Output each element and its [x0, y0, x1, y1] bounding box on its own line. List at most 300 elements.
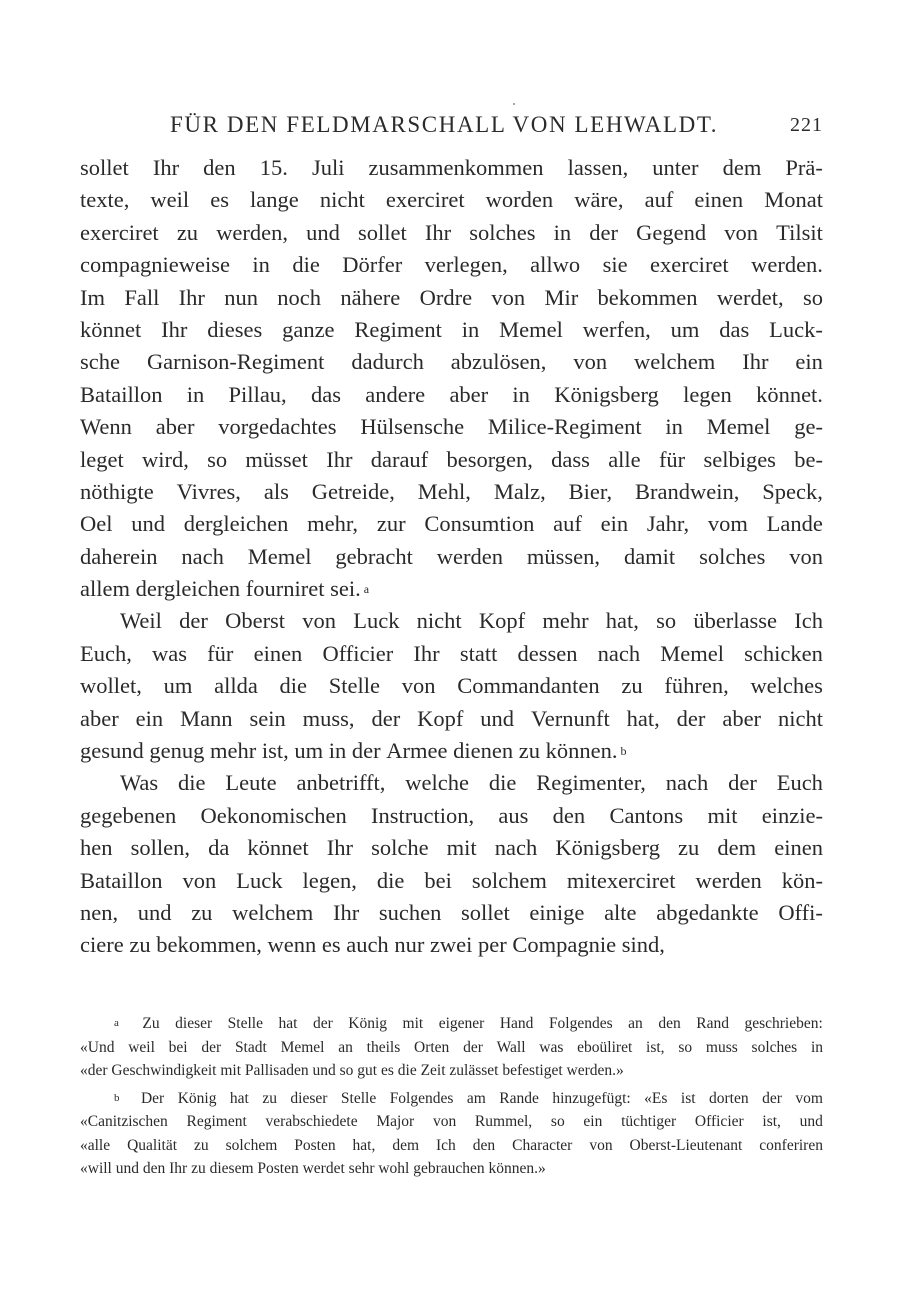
word: abzulösen, — [450, 349, 547, 375]
text-line — [80, 832, 823, 864]
word: welches — [750, 673, 823, 699]
word: eigener — [438, 1015, 485, 1032]
text-line — [80, 735, 823, 767]
word: Ihr — [152, 155, 180, 180]
word: werdet — [302, 1160, 349, 1177]
word: sehr — [348, 1160, 379, 1177]
word: Mehl, — [417, 478, 471, 504]
word: so — [550, 1113, 565, 1130]
word: dadurch — [351, 349, 424, 375]
word: überlasse — [693, 608, 778, 634]
word: muss — [705, 1038, 738, 1056]
word: Kopf — [417, 705, 464, 731]
word: so — [207, 446, 228, 472]
word: nähere — [340, 284, 401, 310]
word: ganze — [282, 316, 335, 342]
word: bekommen, — [156, 932, 268, 958]
text-line — [80, 703, 823, 735]
word: Bataillon — [80, 381, 163, 407]
footnote-reference: b — [620, 744, 627, 759]
text-line — [80, 184, 823, 216]
word: alte — [604, 899, 637, 925]
word: müsset — [245, 446, 308, 472]
word: Stadt — [234, 1038, 267, 1056]
word: lange — [250, 187, 299, 213]
word: nöthigte — [80, 478, 154, 504]
word: mit — [446, 835, 477, 861]
word: der — [371, 705, 401, 731]
word: Officier — [694, 1113, 744, 1130]
word: Was — [120, 770, 159, 796]
word: «der — [80, 1062, 112, 1079]
word: und — [115, 1160, 143, 1177]
text-line — [80, 444, 823, 476]
word: mit — [220, 1062, 245, 1079]
word: Zu — [142, 1015, 160, 1032]
word: verabschiedete — [265, 1113, 358, 1130]
text-line — [80, 508, 823, 540]
word: führen, — [664, 673, 729, 699]
word: schicken — [744, 640, 823, 666]
word: zu — [191, 1160, 210, 1177]
word: verlegen, — [424, 252, 508, 278]
word: zu — [518, 738, 546, 764]
word: statt — [459, 640, 498, 666]
footnote-reference: a — [363, 582, 370, 597]
word: müssen, — [526, 543, 601, 569]
word: was — [152, 640, 188, 666]
word: fourniret — [245, 576, 331, 602]
word: Wenn — [80, 414, 132, 440]
word: und — [480, 705, 515, 731]
word: solchem — [471, 867, 547, 893]
word: die — [279, 673, 308, 699]
word: dessen — [517, 640, 578, 666]
text-line — [80, 379, 823, 411]
word: auch — [346, 932, 395, 958]
word: damit — [623, 543, 676, 569]
word: Hand — [499, 1015, 534, 1032]
word: Vivres, — [176, 478, 241, 504]
word: ein — [600, 511, 629, 537]
word: Consumtion — [424, 511, 535, 537]
footnotes — [80, 1012, 823, 1181]
word: dem — [722, 155, 762, 180]
word: Officier — [322, 640, 394, 666]
word: aber — [155, 414, 195, 440]
word: mehr — [210, 738, 262, 764]
word: könnet. — [756, 381, 823, 407]
word: noch — [277, 284, 322, 310]
word: von — [589, 1136, 613, 1154]
word: König — [348, 1015, 388, 1032]
word: einen — [253, 640, 303, 666]
word: Königsberg — [555, 835, 660, 861]
word: unter — [652, 155, 699, 180]
word: texte, — [80, 187, 130, 213]
word: allwo — [530, 252, 581, 278]
word: von — [573, 349, 608, 375]
word: die — [397, 1062, 421, 1079]
text-line — [80, 152, 823, 184]
word: kön- — [781, 867, 823, 893]
word: werden — [436, 543, 503, 569]
word: darauf — [370, 446, 429, 472]
word: befestiget — [502, 1062, 567, 1079]
word: anbetrifft, — [296, 770, 386, 796]
word: Tilsit — [776, 219, 823, 245]
footnote-line — [80, 1110, 823, 1134]
word: Oberst — [225, 608, 286, 634]
word: das — [310, 381, 341, 407]
word: Wall — [496, 1038, 526, 1056]
word: auf — [644, 187, 674, 213]
word: in — [186, 381, 205, 407]
word: Vernunft — [530, 705, 610, 731]
word: «alle — [80, 1136, 111, 1154]
word: ist, — [646, 1038, 665, 1056]
word: der — [762, 1089, 782, 1107]
word: Rand — [696, 1015, 729, 1032]
footnote-marker: a — [114, 1017, 119, 1029]
word: nur — [394, 932, 430, 958]
word: Folgendes — [548, 1015, 613, 1032]
word: einen — [774, 835, 823, 861]
word: dieser — [290, 1089, 328, 1107]
word: welchem — [232, 899, 314, 925]
word: Posten — [257, 1160, 303, 1177]
word: solches — [751, 1038, 798, 1056]
word: sche — [80, 349, 120, 375]
word: von — [182, 867, 217, 893]
word: gebrauchen — [413, 1160, 489, 1177]
word: diesem — [209, 1160, 258, 1177]
footnote-marker: b — [114, 1091, 120, 1104]
footnote-line — [80, 1087, 823, 1111]
word: und — [799, 1113, 823, 1130]
text-line — [80, 346, 823, 378]
word: Bataillon — [80, 867, 163, 893]
word: weil — [128, 1038, 155, 1056]
word: auf — [553, 511, 582, 537]
word: nach — [181, 543, 224, 569]
word: dergleichen — [183, 511, 289, 537]
word: gebracht — [335, 543, 413, 569]
word: Orten — [414, 1038, 450, 1056]
text-line — [80, 282, 823, 314]
word: Königsberg — [554, 381, 659, 407]
word: mit — [707, 802, 738, 828]
word: solchem — [225, 1136, 278, 1154]
word: mitexerciret — [566, 867, 676, 893]
word: von — [789, 543, 823, 569]
word: Juli — [311, 155, 345, 180]
word: Ich — [435, 1136, 456, 1154]
footnote-line — [80, 1059, 823, 1083]
word: Prä- — [785, 155, 823, 180]
word: es — [380, 1062, 398, 1079]
word: Ordre — [419, 284, 473, 310]
word: Major — [376, 1113, 415, 1130]
word: der — [463, 1038, 483, 1056]
word: ein — [135, 705, 164, 731]
word: mehr, — [307, 511, 359, 537]
word: Memel — [706, 414, 771, 440]
word: hat, — [605, 608, 639, 634]
word: solches — [699, 543, 766, 569]
word: Compagnie — [512, 932, 622, 958]
word: leget — [80, 446, 124, 472]
word: weil — [150, 187, 190, 213]
word: aber — [80, 705, 119, 731]
word: sollet — [358, 219, 407, 245]
word: Oberst-Lieutenant — [629, 1136, 743, 1154]
word: von — [724, 219, 759, 245]
word: Der — [140, 1089, 165, 1107]
word: werden, — [216, 219, 289, 245]
word: wäre, — [574, 187, 624, 213]
text-line — [80, 314, 823, 346]
word: hat, — [352, 1136, 376, 1154]
word: die — [178, 770, 206, 796]
word: zu — [194, 1136, 209, 1154]
word: «will — [80, 1160, 116, 1177]
word: sollen, — [130, 835, 190, 861]
text-line — [80, 217, 823, 249]
word: Mann — [180, 705, 233, 731]
text-line — [80, 670, 823, 702]
word: «Und — [80, 1038, 115, 1056]
word: da — [208, 835, 230, 861]
word: und — [131, 511, 166, 537]
word: Instruction, — [370, 802, 475, 828]
word: der — [351, 738, 387, 764]
word: Regiment — [354, 316, 442, 342]
word: Armee — [386, 738, 454, 764]
word: besorgen, — [446, 446, 533, 472]
word: die — [292, 252, 320, 278]
text-line — [80, 573, 823, 605]
word: und — [312, 1062, 340, 1079]
word: so — [339, 1062, 358, 1079]
text-line — [80, 411, 823, 443]
word: Rummel, — [474, 1113, 533, 1130]
word: in — [512, 381, 530, 407]
word: sie — [602, 252, 628, 278]
word: bei — [168, 1038, 188, 1056]
word: dieser — [175, 1015, 213, 1032]
word: alle — [608, 446, 641, 472]
text-line — [80, 929, 823, 961]
word: können. — [545, 738, 618, 764]
word: be- — [794, 446, 823, 472]
word: Malz, — [493, 478, 546, 504]
word: König — [177, 1089, 217, 1107]
word: aber — [449, 381, 489, 407]
word: Cantons — [609, 802, 684, 828]
word: Regiment — [186, 1113, 247, 1130]
word: Memel — [499, 316, 563, 342]
word: von — [432, 1113, 457, 1130]
word: Memel — [280, 1038, 325, 1056]
word: der — [201, 1038, 222, 1056]
word: nicht — [777, 705, 823, 731]
word: ciere — [80, 932, 130, 958]
word: welche — [405, 770, 469, 796]
page-number: 221 — [790, 114, 823, 136]
word: hen — [80, 835, 113, 861]
word: allda — [214, 673, 258, 699]
word: werden.» — [566, 1062, 624, 1079]
word: ge- — [794, 414, 823, 440]
text-line — [80, 638, 823, 670]
word: geschrieben: — [744, 1015, 823, 1032]
word: Milice-Regiment — [487, 414, 642, 440]
word: gesund — [80, 738, 150, 764]
word: suchen — [378, 899, 442, 925]
word: ein — [795, 349, 823, 375]
word: hinzugefügt: — [552, 1089, 631, 1107]
word: Kopf — [478, 608, 526, 634]
word: eboüliret — [577, 1038, 633, 1056]
word: Jahr, — [646, 511, 690, 537]
text-line — [80, 605, 823, 637]
word: Commandanten — [457, 673, 600, 699]
word: Character — [512, 1136, 573, 1154]
word: ein — [583, 1113, 603, 1130]
word: Ihr — [413, 640, 440, 666]
word: Memel — [247, 543, 312, 569]
word: Zeit — [420, 1062, 450, 1079]
word: nen, — [80, 899, 119, 925]
word: Mir — [544, 284, 579, 310]
word: «Es — [644, 1089, 668, 1107]
word: und — [306, 219, 340, 245]
word: Ihr — [178, 284, 205, 310]
word: sein — [249, 705, 286, 731]
word: Rande — [499, 1089, 539, 1107]
word: Ihr — [424, 219, 452, 245]
word: allem — [80, 576, 136, 602]
word: so — [802, 284, 823, 310]
word: gegebenen — [80, 802, 177, 828]
word: abgedankte — [656, 899, 759, 925]
word: den — [552, 802, 586, 828]
word: der — [589, 219, 619, 245]
word: dorten — [709, 1089, 749, 1107]
word: nun — [224, 284, 258, 310]
text-line — [80, 800, 823, 832]
text-line — [80, 767, 823, 799]
word: aber — [722, 705, 762, 731]
word: Speck, — [762, 478, 823, 504]
word: den — [472, 1136, 496, 1154]
word: Getreide, — [311, 478, 395, 504]
word: gut — [357, 1062, 381, 1079]
word: Luck — [353, 608, 400, 634]
word: Oekonomischen — [200, 802, 347, 828]
word: in — [810, 1038, 823, 1056]
word: exerciret — [385, 187, 465, 213]
running-head — [80, 112, 823, 142]
word: Regimenter, — [536, 770, 646, 796]
text-line — [80, 249, 823, 281]
word: um — [163, 673, 193, 699]
word: andere — [365, 381, 426, 407]
word: dem — [717, 835, 757, 861]
text-line — [80, 476, 823, 508]
word: Euch, — [80, 640, 132, 666]
word: in — [461, 316, 480, 342]
word: Pallisaden — [244, 1062, 313, 1079]
word: hat — [229, 1089, 249, 1107]
word: nach — [597, 640, 641, 666]
word: werfen, — [582, 316, 651, 342]
word: wenn — [267, 932, 322, 958]
word: werden. — [751, 252, 823, 278]
word: legen, — [302, 867, 357, 893]
word: Weil — [120, 608, 162, 634]
word: die — [376, 867, 405, 893]
word: Gegend — [636, 219, 707, 245]
text-line — [80, 541, 823, 573]
word: theils — [366, 1038, 401, 1056]
footnote-line — [80, 1157, 823, 1181]
word: einzie- — [761, 802, 823, 828]
word: ist, — [261, 738, 295, 764]
word: es — [321, 932, 347, 958]
word: Ihr — [169, 1160, 192, 1177]
word: Garnison-Regiment — [146, 349, 325, 375]
word: exerciret — [80, 219, 159, 245]
word: Stelle — [328, 673, 380, 699]
word: genug — [149, 738, 210, 764]
word: Lande — [766, 511, 823, 537]
word: werden — [695, 867, 762, 893]
word: in — [328, 738, 352, 764]
word: von — [401, 673, 436, 699]
word: der — [728, 770, 757, 796]
word: können.» — [488, 1160, 546, 1177]
word: für — [207, 640, 234, 666]
word: von — [491, 284, 526, 310]
word: Brandwein, — [635, 478, 740, 504]
word: in — [665, 414, 683, 440]
word: Posten — [294, 1136, 336, 1154]
word: daherein — [80, 543, 158, 569]
word: hat, — [626, 705, 660, 731]
word: zu — [191, 899, 213, 925]
word: per — [478, 932, 513, 958]
word: dienen — [453, 738, 519, 764]
word: wird, — [142, 446, 189, 472]
word: was — [539, 1038, 564, 1056]
word: in — [553, 219, 572, 245]
word: Oel — [80, 511, 113, 537]
word: nach — [494, 835, 538, 861]
footnote-line — [80, 1012, 823, 1036]
word: legen — [683, 381, 732, 407]
word: dass — [551, 446, 590, 472]
word: so — [656, 608, 677, 634]
text-line — [80, 897, 823, 929]
word: dergleichen — [135, 576, 246, 602]
word: die — [488, 770, 517, 796]
word: mehr — [542, 608, 589, 634]
footnote-line — [80, 1134, 823, 1158]
word: 15. — [259, 155, 288, 180]
word: sollet — [461, 899, 510, 925]
